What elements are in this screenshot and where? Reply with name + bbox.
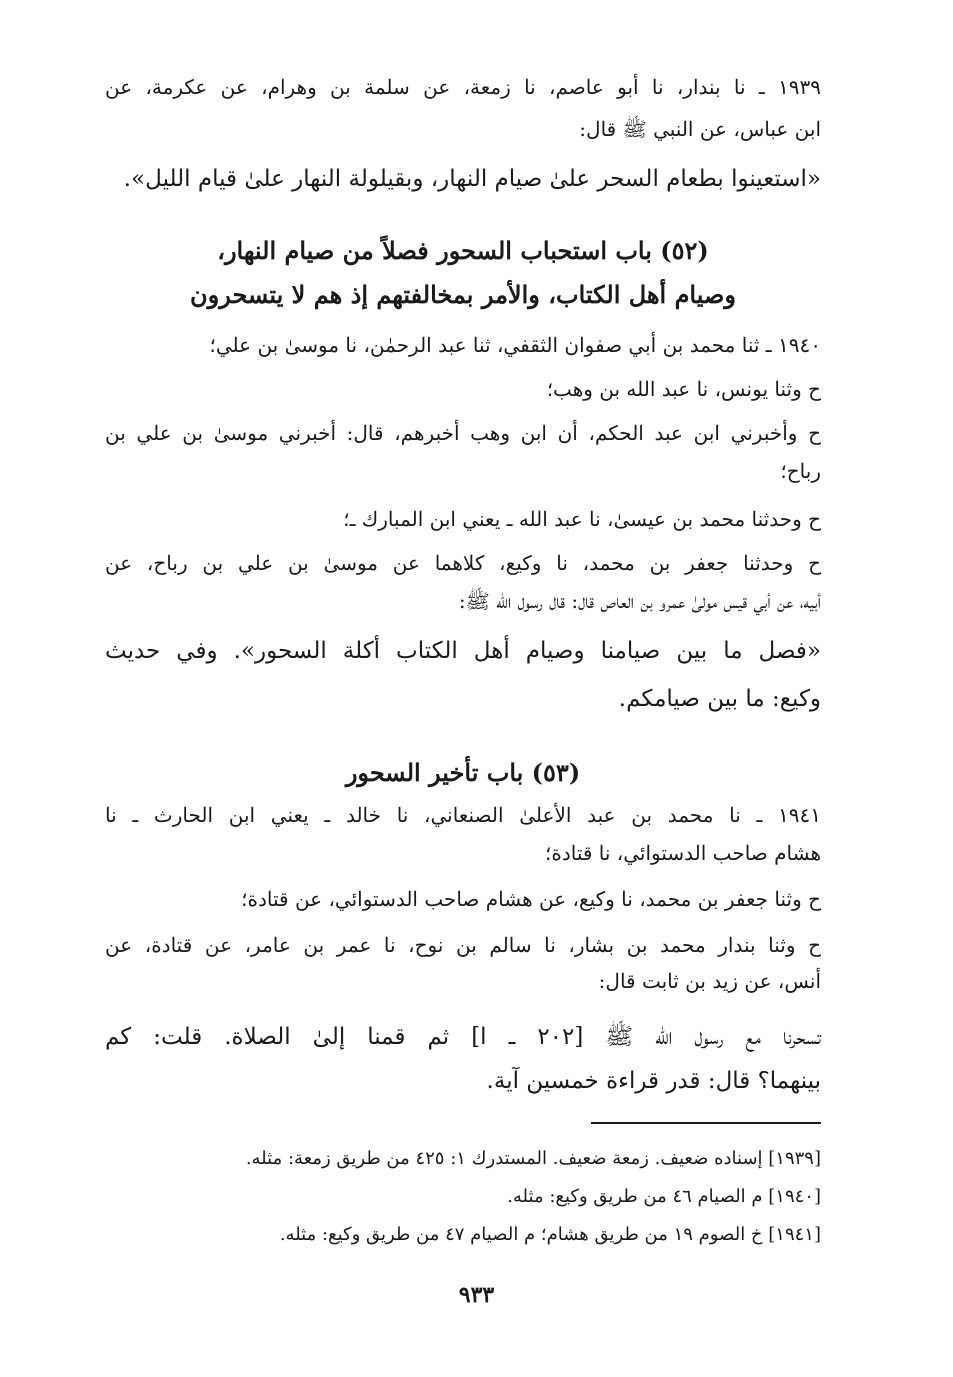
footnote-1940: [١٩٤٠] م الصيام ٤٦ من طريق وكيع: مثله.	[507, 1186, 821, 1207]
chapter-52-heading-line-1: (٥٢) باب استحباب السحور فصلاً من صيام النهار،	[217, 236, 709, 265]
hadith-1941-matn-line-2: بينهما؟ قال: قدر قراءة خمسين آية.	[486, 1068, 821, 1094]
hadith-1940-isnad-line-4: رباح؛	[780, 459, 821, 483]
hadith-1941-isnad-line-2: هشام صاحب الدستوائي، نا قتادة؛	[545, 841, 821, 865]
footnote-separator	[591, 1122, 821, 1124]
hadith-1939-matn: «استعينوا بطعام السحر علىٰ صيام النهار، وبقيلولة النهار علىٰ قيام الليل».	[123, 166, 821, 192]
chapter-52-heading-line-2: وصيام أهل الكتاب، والأمر بمخالفتهم إذ هم لا يتسحرون	[190, 280, 736, 309]
chapter-53-heading: (٥٣) باب تأخير السحور	[345, 758, 581, 787]
footnote-1941: [١٩٤١] خ الصوم ١٩ من طريق هشام؛ م الصيام ٤٧ من طريق وكيع: مثله.	[279, 1224, 821, 1245]
hadith-1941-matn-line-1: تسحرنا مع رسول الله ﷺ [٢٠٢ ـ ا] ثم قمنا إلىٰ الصلاة. قلت: كم	[105, 1024, 821, 1050]
hadith-1941-isnad-line-1: ١٩٤١ ـ نا محمد بن عبد الأعلىٰ الصنعاني، نا خالد ـ يعني ابن الحارث ـ نا	[105, 803, 822, 827]
hadith-1940-isnad-line-2: ح وثنا يونس، نا عبد الله بن وهب؛	[546, 377, 821, 401]
hadith-1940-isnad-line-6: ح وحدثنا جعفر بن محمد، نا وكيع، كلاهما عن موسىٰ بن علي بن رباح، عن	[105, 551, 821, 575]
hadith-1940-matn-line-1: «فصل ما بين صيامنا وصيام أهل الكتاب أكلة السحور». وفي حديث	[105, 638, 821, 664]
footnote-1939: [١٩٣٩] إسناده ضعيف. زمعة ضعيف. المستدرك ١: ٤٢٥ من طريق زمعة: مثله.	[245, 1148, 821, 1169]
hadith-1940-isnad-line-5: ح وحدثنا محمد بن عيسىٰ، نا عبد الله ـ يعني ابن المبارك ـ؛	[343, 507, 821, 531]
hadith-1939-isnad-line-2: ابن عباس، عن النبي ﷺ قال:	[579, 117, 821, 141]
hadith-1940-isnad-line-7: أبيه، عن أبي قيس مولىٰ عمرو بن العاص قال: قال رسول الله ﷺ:	[458, 589, 821, 613]
hadith-1940-isnad-line-1: ١٩٤٠ ـ ثنا محمد بن أبي صفوان الثقفي، ثنا عبد الرحمٰن، نا موسىٰ بن علي؛	[209, 333, 821, 357]
hadith-1939-isnad-line-1: ١٩٣٩ ـ نا بندار، نا أبو عاصم، نا زمعة، عن سلمة بن وهرام، عن عكرمة، عن	[105, 75, 821, 99]
hadith-1941-isnad-line-3: ح وثنا جعفر بن محمد، نا وكيع، عن هشام صاحب الدستوائي، عن قتادة؛	[241, 887, 821, 911]
page-number: ٩٣٣	[458, 1282, 495, 1308]
hadith-1941-isnad-line-4: ح وثنا بندار محمد بن بشار، نا سالم بن نوح، نا عمر بن عامر، عن قتادة، عن	[105, 933, 821, 957]
hadith-1940-matn-line-2: وكيع: ما بين صيامكم.	[618, 686, 821, 712]
hadith-1941-isnad-line-5: أنس، عن زيد بن ثابت قال:	[598, 969, 821, 993]
hadith-1940-isnad-line-3: ح وأخبرني ابن عبد الحكم، أن ابن وهب أخبرهم، قال: أخبرني موسىٰ بن علي بن	[105, 421, 821, 445]
